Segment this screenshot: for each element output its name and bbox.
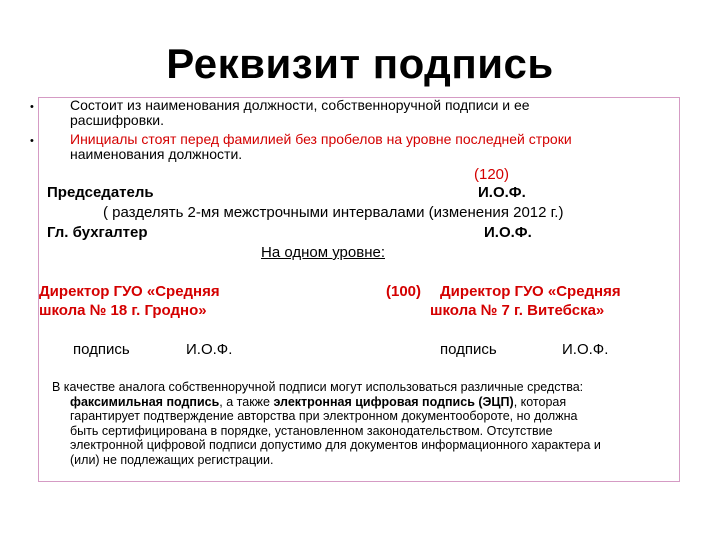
analog-signature-paragraph bbox=[52, 380, 677, 468]
page-title: Реквизит подпись bbox=[166, 40, 554, 87]
left-signature: подпись bbox=[73, 341, 130, 358]
position-chief-accountant: Гл. бухгалтер bbox=[47, 224, 148, 241]
facsimile-term: факсимильная подпись bbox=[70, 394, 220, 409]
paragraph-line: электронной цифровой подписи допустимо для документов информационного характера и bbox=[70, 438, 601, 453]
left-initials: И.О.Ф. bbox=[186, 341, 233, 358]
spacing-note-100: (100) bbox=[386, 283, 422, 300]
paragraph-line: (или) не подлежащих регистрации. bbox=[70, 452, 274, 467]
left-director-line-1: Директор ГУО «Средняя bbox=[39, 283, 220, 300]
right-signature: подпись bbox=[440, 341, 497, 358]
same-level-heading: На одном уровне: bbox=[261, 244, 385, 261]
paragraph-line: быть сертифицирована в порядке, установленном законодательством. Отсутствие bbox=[70, 423, 553, 438]
paragraph-line: гарантирует подтверждение авторства при электронном документообороте, но должна bbox=[70, 409, 578, 424]
paragraph-fragment: , которая bbox=[513, 394, 567, 409]
paragraph-line bbox=[52, 395, 677, 410]
interval-note: ( разделять 2-мя межстрочными интервалами (изменения 2012 г.) bbox=[103, 204, 564, 221]
initials-chairman: И.О.Ф. bbox=[478, 184, 526, 201]
paragraph-fragment: , а также bbox=[219, 394, 274, 409]
bullet-2-line-2: наименования должности. bbox=[70, 146, 243, 162]
bullet-1-line-2: расшифровки. bbox=[70, 112, 164, 128]
left-director-line-2: школа № 18 г. Гродно» bbox=[39, 302, 207, 319]
bullet-marker: • bbox=[30, 101, 34, 113]
position-chairman: Председатель bbox=[47, 184, 154, 201]
paragraph-line: В качестве аналога собственноручной подписи могут использоваться различные средства: bbox=[52, 380, 584, 394]
eds-term: электронная цифровая подпись (ЭЦП) bbox=[273, 394, 514, 409]
right-director-line-2: школа № 7 г. Витебска» bbox=[430, 302, 605, 319]
bullet-2-line-1: Инициалы стоят перед фамилией без пробелов на уровне последней строки bbox=[70, 131, 572, 147]
bullet-1-line-1: Состоит из наименования должности, собственноручной подписи и ее bbox=[70, 97, 530, 113]
spacing-note-120: (120) bbox=[474, 166, 510, 183]
right-initials: И.О.Ф. bbox=[562, 341, 609, 358]
initials-chief-accountant: И.О.Ф. bbox=[484, 224, 532, 241]
bullet-marker: • bbox=[30, 135, 34, 147]
right-director-line-1: Директор ГУО «Средняя bbox=[440, 283, 621, 300]
